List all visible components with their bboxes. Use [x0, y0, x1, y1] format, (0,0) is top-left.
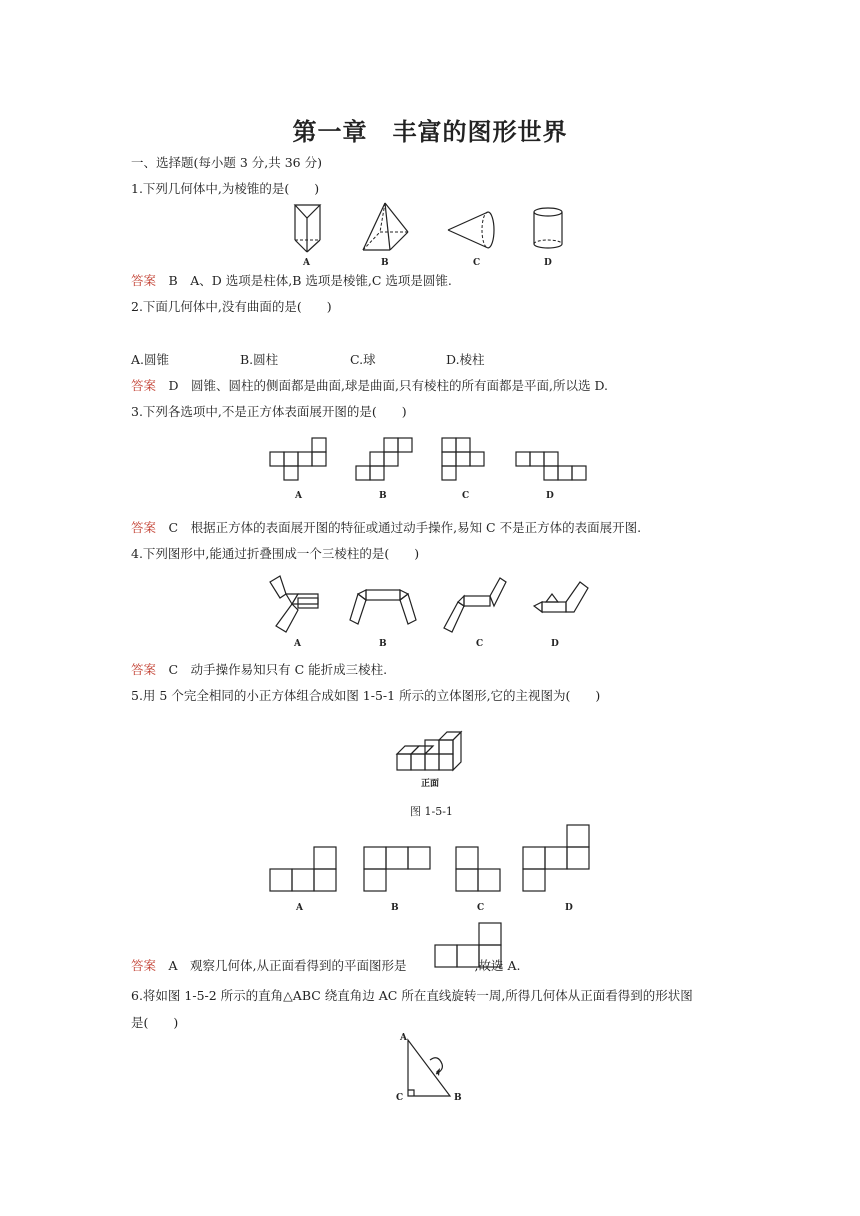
answer-2: [131, 377, 608, 395]
question-4: 4.下列图形中,能通过折叠围成一个三棱柱的是( ): [131, 546, 420, 561]
q3-label-b: B: [379, 491, 387, 501]
answer-text-end: ,故选 A.: [474, 958, 521, 973]
answer-1: [131, 272, 452, 290]
q3-label-c: C: [462, 491, 470, 501]
vertex-c: C: [396, 1093, 404, 1103]
cylinder-shape: [534, 208, 562, 248]
net-b: [356, 438, 412, 480]
answer-5-view-figure: [433, 922, 503, 970]
view-b: [364, 847, 430, 891]
answer-tag: 答案: [131, 520, 157, 535]
stacked-cubes-shape: [397, 732, 461, 770]
answer-tag: 答案: [131, 958, 157, 973]
view-d: [523, 825, 589, 891]
q1-label-d: D: [544, 258, 552, 268]
q5-label-a: A: [296, 903, 303, 913]
section-heading: 一、选择题(每小题 3 分,共 36 分): [131, 155, 322, 170]
cone-shape: [448, 212, 494, 248]
answer-text: C 动手操作易知只有 C 能折成三棱柱.: [168, 662, 388, 677]
q4-label-c: C: [476, 639, 484, 649]
triangular-prism-shape: [295, 205, 320, 252]
view-a: [270, 847, 336, 891]
answer-text: C 根据正方体的表面展开图的特征或通过动手操作,易知 C 不是正方体的表面展开图.: [168, 520, 642, 535]
answer-tag: 答案: [131, 378, 157, 393]
net-b: [350, 590, 416, 624]
front-label: 正面: [421, 779, 440, 789]
q1-label-b: B: [381, 258, 389, 268]
question-1: 1.下列几何体中,为棱锥的是( ): [131, 181, 320, 196]
q2-option-c: C.球: [350, 352, 376, 367]
q2-option-b: B.圆柱: [240, 352, 279, 367]
q2-option-d: D.棱柱: [446, 352, 485, 367]
q5-label-b: B: [391, 903, 399, 913]
question-5: 5.用 5 个完全相同的小正方体组合成如图 1-5-1 所示的立体图形,它的主视图为( ): [131, 688, 601, 703]
q5-solid-figure: [395, 718, 475, 790]
net-a: [270, 438, 326, 480]
net-c: [442, 438, 484, 480]
answer-tag: 答案: [131, 273, 157, 288]
figure-1-5-2-triangle: [392, 1032, 472, 1106]
view-c: [456, 847, 500, 891]
net-d: [516, 452, 586, 480]
answer-3: [131, 519, 641, 537]
answer-text: B A、D 选项是柱体,B 选项是棱锥,C 选项是圆锥.: [168, 273, 452, 288]
vertex-b: B: [454, 1093, 462, 1103]
answer-text: A 观察几何体,从正面看得到的平面图形是: [168, 958, 407, 973]
page-title: 第一章 丰富的图形世界: [292, 118, 568, 146]
question-6-line-2: 是( ): [131, 1015, 179, 1030]
net-c: [444, 578, 506, 632]
q5-label-c: C: [477, 903, 485, 913]
q2-option-a: A.圆锥: [131, 352, 170, 367]
figure-caption-1-5-1: 图 1-5-1: [410, 805, 453, 818]
answer-4: [131, 661, 387, 679]
net-a: [270, 576, 318, 632]
net-d: [534, 582, 588, 612]
q1-label-c: C: [473, 258, 481, 268]
q3-label-d: D: [546, 491, 554, 501]
q3-label-a: A: [295, 491, 302, 501]
q4-prism-nets-figure: [268, 576, 598, 650]
vertex-a: A: [400, 1033, 407, 1043]
q5-options-figure: [268, 824, 598, 916]
q3-cube-nets-figure: [268, 436, 598, 504]
q4-label-d: D: [551, 639, 559, 649]
right-triangle-shape: [408, 1040, 450, 1096]
q1-solids-figure: [280, 200, 580, 275]
question-3: 3.下列各选项中,不是正方体表面展开图的是( ): [131, 404, 407, 419]
pyramid-shape: [363, 203, 408, 250]
q5-label-d: D: [565, 903, 573, 913]
question-6-line-1: 6.将如图 1-5-2 所示的直角△ABC 绕直角边 AC 所在直线旋转一周,所得几何体从正面看得到的形状图: [131, 988, 693, 1003]
answer-tag: 答案: [131, 662, 157, 677]
q4-label-b: B: [379, 639, 387, 649]
answer-text: D 圆锥、圆柱的侧面都是曲面,球是曲面,只有棱柱的所有面都是平面,所以选 D.: [168, 378, 608, 393]
question-2: 2.下面几何体中,没有曲面的是( ): [131, 299, 332, 314]
q4-label-a: A: [294, 639, 301, 649]
q1-label-a: A: [303, 258, 310, 268]
